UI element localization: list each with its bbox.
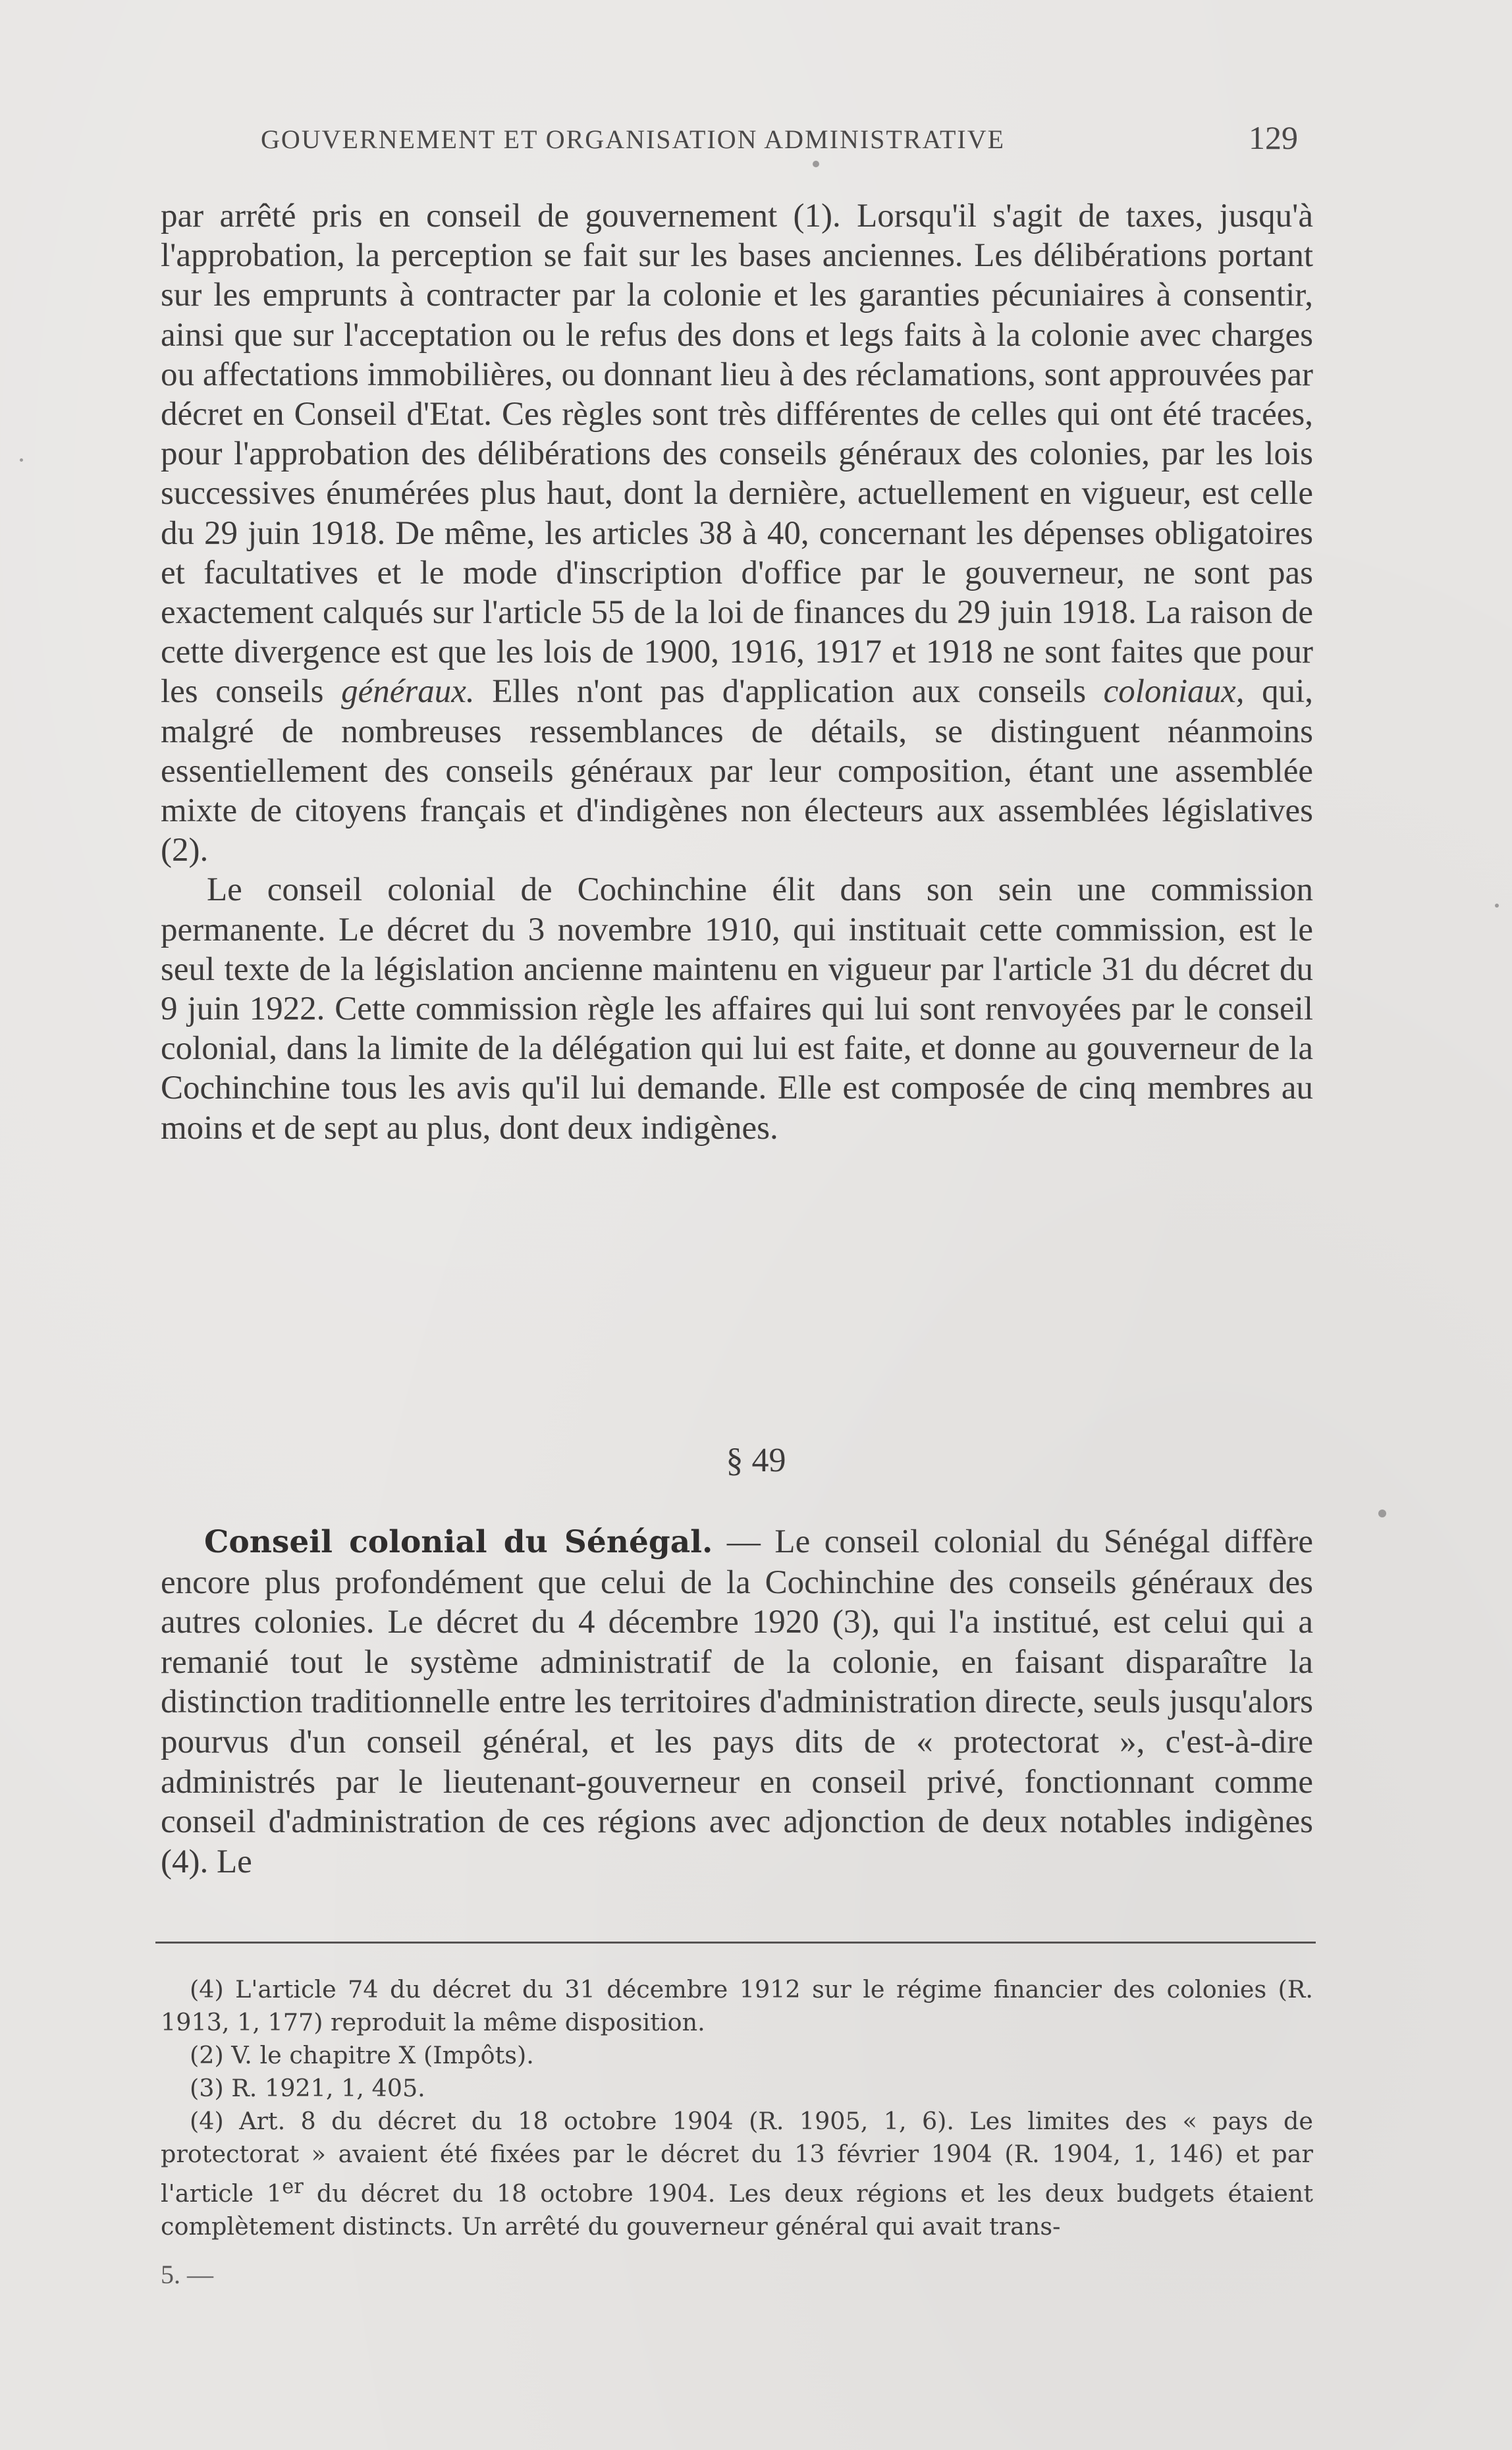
footnote-rule xyxy=(155,1942,1316,1944)
footnote-4-end: du décret du 18 octobre 1904. Les deux régions et les deux budgets étaient complètement distincts. Un arrêté du gouverneur général qui avait trans- xyxy=(161,2179,1313,2241)
paper-speck xyxy=(1378,1510,1386,1517)
footnote-2: (2) V. le chapitre X (Impôts). xyxy=(190,2041,534,2069)
footnote-4-start: (4) Art. 8 du décret du 18 octobre 1904 (R. 1905, 1, 6). Les limites des « pays de protectorat » avaient été fixées par le décret du 13 février 1904 (R. 1904, 1, 146) et par l'article 1 xyxy=(161,2107,1313,2208)
paragraph-1-end: qui, malgré de nombreuses ressemblances de détails, se distinguent néanmoins essentiellement des conseils généraux par leur composition, étant une assemblée mixte de citoyens français et d'indigènes non électeurs aux assemblées législatives (2). xyxy=(161,673,1314,869)
paragraph-1-middle: Elles n'ont pas d'application aux conseils xyxy=(492,673,1087,711)
paragraph-2: Le conseil colonial de Cochinchine élit dans son sein une commission permanente. Le décret du 3 novembre 1910, qui instituait cette commission, est le seul texte de la législation ancienne maintenu en vigueur par l'article 31 du décret du 9 juin 1922. Cette commission règle les affaires qui lui sont renvoyées par le conseil colonial, dans la limite de la délégation qui lui est faite, et donne au gouverneur de la Cochinchine tous les avis qu'il lui demande. Elle est composée de cinq membres au moins et de sept au plus, dont deux indigènes. xyxy=(161,871,1313,1147)
footnote-4 xyxy=(161,2105,1313,2243)
section-number: § 49 xyxy=(726,1442,786,1479)
section-paragraph xyxy=(161,1522,1313,1882)
section-paragraph-text: — Le conseil colonial du Sénégal diffère encore plus profondément que celui de la Cochinchine des conseils généraux des autres colonies. Le décret du 4 décembre 1920 (3), qui l'a institué, est celui qui a remanié tout le système administratif de la colonie, en faisant disparaître la distinction traditionnelle entre les territoires d'administration directe, seuls jusqu'alors pourvus d'un conseil général, et les pays dits de « protectorat », c'est-à-dire administrés par le lieutenant-gouverneur en conseil privé, fonctionnant comme conseil d'administration de ces régions avec adjonction de deux notables indigènes (4). Le xyxy=(161,1523,1313,1880)
page-number: 129 xyxy=(1249,119,1298,156)
paragraph-1-text: par arrêté pris en conseil de gouvernement (1). Lorsqu'il s'agit de taxes, jusqu'à l'approbation, la perception se fait sur les bases anciennes. Les délibérations portant sur les emprunts à contracter par la colonie et les garanties pécuniaires à consentir, ainsi que sur l'acceptation ou le refus des dons et legs faits à la colonie avec charges ou affectations immobilières, ou donnant lieu à des réclamations, sont approuvées par décret en Conseil d'Etat. Ces règles sont très différentes de celles qui ont été tracées, pour l'approbation des délibérations des conseils généraux des colonies, par les lois successives énumérées plus haut, dont la dernière, actuellement en vigueur, est celle du 29 juin 1918. De même, les articles 38 à 40, concernant les dépenses obligatoires et facultatives et le mode d'inscription d'office par le gouverneur, ne sont pas exactement calqués sur l'article 55 de la loi de finances du 29 juin 1918. La raison de cette divergence est que les lois de 1900, 1916, 1917 et 1918 ne sont faites que pour les conseils xyxy=(161,198,1313,711)
paper-speck xyxy=(20,458,23,462)
section-text xyxy=(161,1522,1313,1882)
main-text xyxy=(161,196,1313,1148)
footnote-1: (4) L'article 74 du décret du 31 décembre 1912 sur le régime financier des colonies (R. 1913, 1, 177) reproduit la même disposition. xyxy=(161,1975,1313,2036)
section-title: Conseil colonial du Sénégal. xyxy=(204,1524,713,1560)
footnote-4-superscript: er xyxy=(282,2175,304,2198)
paragraph-1 xyxy=(161,196,1313,870)
footnotes xyxy=(161,1973,1313,2243)
paper-speck xyxy=(1495,904,1499,908)
running-head: GOUVERNEMENT ET ORGANISATION ADMINISTRATIVE xyxy=(261,124,1006,154)
signature-mark: 5. — xyxy=(161,2260,213,2289)
paragraph-1-italic-coloniaux: coloniaux, xyxy=(1103,673,1245,711)
paragraph-1-italic-generaux: généraux. xyxy=(341,673,475,711)
footnote-3: (3) R. 1921, 1, 405. xyxy=(190,2074,425,2102)
paper-speck xyxy=(813,161,819,167)
